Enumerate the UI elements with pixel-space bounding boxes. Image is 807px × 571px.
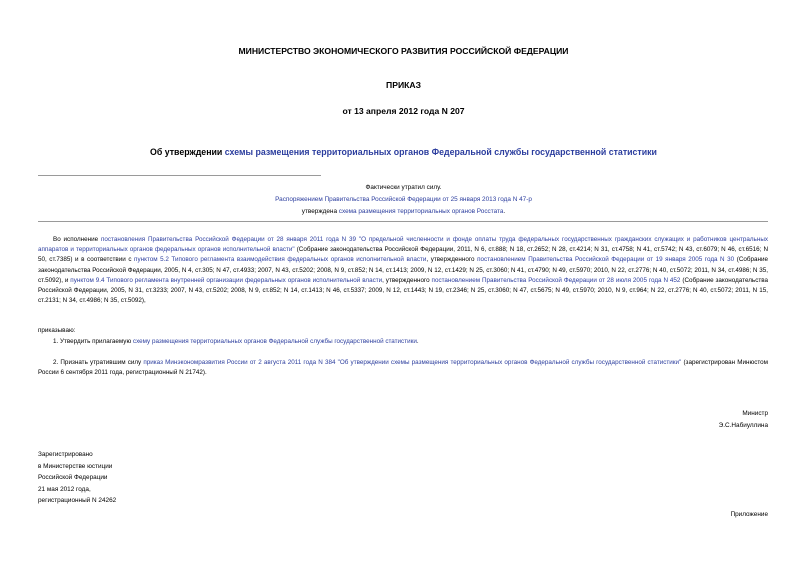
resolution-30-link[interactable]: постановлением Правительства Российской Федерации от 19 января 2005 года N 30	[477, 256, 735, 264]
signatory-position: Министр	[742, 410, 768, 417]
document-date-number: от 13 апреля 2012 года N 207	[342, 106, 465, 116]
preamble-text: (Собрание законодательства Российской Федерации, 2005, N 4, ст.305; N 47, ст.4933; 2007, N 43, ст.5202; 2008, N 9, ст.852; N 14, ст.1413; 2009, N 12, ст.1429; N 25, ст.3060; N 41, ст.4790; N 49, ст.5970; 2010, N 22, ст.2776; N 40, ст.5072; 2011, N 34, ст.4986; N 35, ст.5092), и	[38, 256, 768, 284]
title-link[interactable]: схемы размещения территориальных органов Федеральной службы государственной статистики	[224, 147, 657, 157]
repeal-order-link[interactable]: Распоряжением Правительства Российской Федерации от 25 января 2013 года N 47-р	[275, 196, 532, 203]
registration-line: 21 мая 2012 года,	[38, 485, 91, 493]
rosstat-scheme-link[interactable]: схема размещения территориальных органов Росстата	[338, 208, 504, 215]
status-note-prefix: утверждена	[301, 208, 339, 215]
item-2-text: 2. Признать утратившим силу	[53, 359, 144, 366]
resolution-39-link[interactable]: постановления Правительства Российской Федерации от 28 января 2011 года N 39 "О предельной численности и фонде оплаты труда федеральных государственных гражданских служащих и работников центральных аппаратов и территориальных органов федеральных органов исполнительной власти"	[38, 236, 768, 254]
status-note-line-2	[0, 194, 807, 206]
item-1-text: .	[416, 338, 419, 345]
resolution-452-link[interactable]: постановлением Правительства Российской Федерации от 28 июля 2005 года N 452	[431, 276, 681, 284]
document-type: ПРИКАЗ	[386, 80, 421, 90]
status-note-suffix: .	[503, 208, 506, 215]
document-title	[0, 147, 807, 157]
signature-block	[719, 408, 768, 432]
ministry-heading: МИНИСТЕРСТВО ЭКОНОМИЧЕСКОГО РАЗВИТИЯ РОССИЙСКОЙ ФЕДЕРАЦИИ	[238, 46, 569, 56]
registration-line: Зарегистрировано	[38, 451, 93, 458]
status-note-line-1: Фактически утратил силу.	[365, 184, 442, 191]
title-prefix: Об утверждении	[150, 147, 225, 157]
item-2-text: (зарегистрирован Минюстом России 6 сентября 2011 года, регистрационный N 21742).	[38, 359, 768, 377]
attachment-label: Приложение	[730, 511, 768, 518]
item-2	[38, 358, 768, 378]
preamble-text: Во исполнение	[53, 236, 101, 243]
top-divider	[38, 175, 321, 176]
regulation-9-4-link[interactable]: пунктом 9.4 Типового регламента внутренней организации федеральных органов исполнительной власти	[70, 276, 383, 284]
registration-line: в Министерстве юстиции	[38, 462, 113, 470]
preamble-text: , утвержденного	[426, 256, 478, 264]
signatory-name: Э.С.Набиуллина	[718, 422, 768, 429]
preamble-text: , утвержденного	[382, 276, 432, 284]
registration-line: регистрационный N 24262	[38, 497, 117, 505]
note-divider	[38, 221, 768, 222]
status-note-line-3	[0, 206, 807, 218]
registration-block	[38, 449, 116, 507]
order-word: приказываю:	[38, 327, 76, 334]
preamble-text: (Собрание законодательства Российской Федерации, 2011, N 6, ст.888; N 18, ст.2652; N 28, ст.4214; N 31, ст.4758; N 41, ст.5742; N 43, ст.6079; N 46, ст.6516; N 50, ст.7385) и в соответствии с	[38, 246, 768, 264]
order-384-link[interactable]: приказ Минэкономразвития России от 2 августа 2011 года N 384 "Об утверждении схемы размещения территориальных органов Федеральной службы государственной статистики"	[143, 359, 682, 366]
preamble-paragraph	[38, 235, 768, 306]
item-1-text: 1. Утвердить прилагаемую	[53, 338, 133, 345]
regulation-5-2-link[interactable]: пунктом 5.2 Типового регламента взаимодействия федеральных органов исполнительной власти	[134, 256, 427, 264]
item-1	[38, 337, 768, 347]
registration-line: Российской Федерации	[38, 474, 108, 482]
approved-scheme-link[interactable]: схему размещения территориальных органов Федеральной службы государственной статистики	[132, 338, 417, 345]
preamble-text: (Собрание законодательства Российской Федерации, 2005, N 31, ст.3233; 2007, N 43, ст.5202; 2008, N 9, ст.852; N 14, ст.1413; N 46, ст.5337; 2009, N 12, ст.1443; N 19, ст.2346; N 25, ст.3060; N 47, ст.5675; N 49, ст.5970; 2010, N 9, ст.964; N 22, ст.2776; N 40, ст.5072; 2011, N 15, ст.2131; N 34, ст.4986; N 35, ст.5092),	[38, 276, 769, 305]
